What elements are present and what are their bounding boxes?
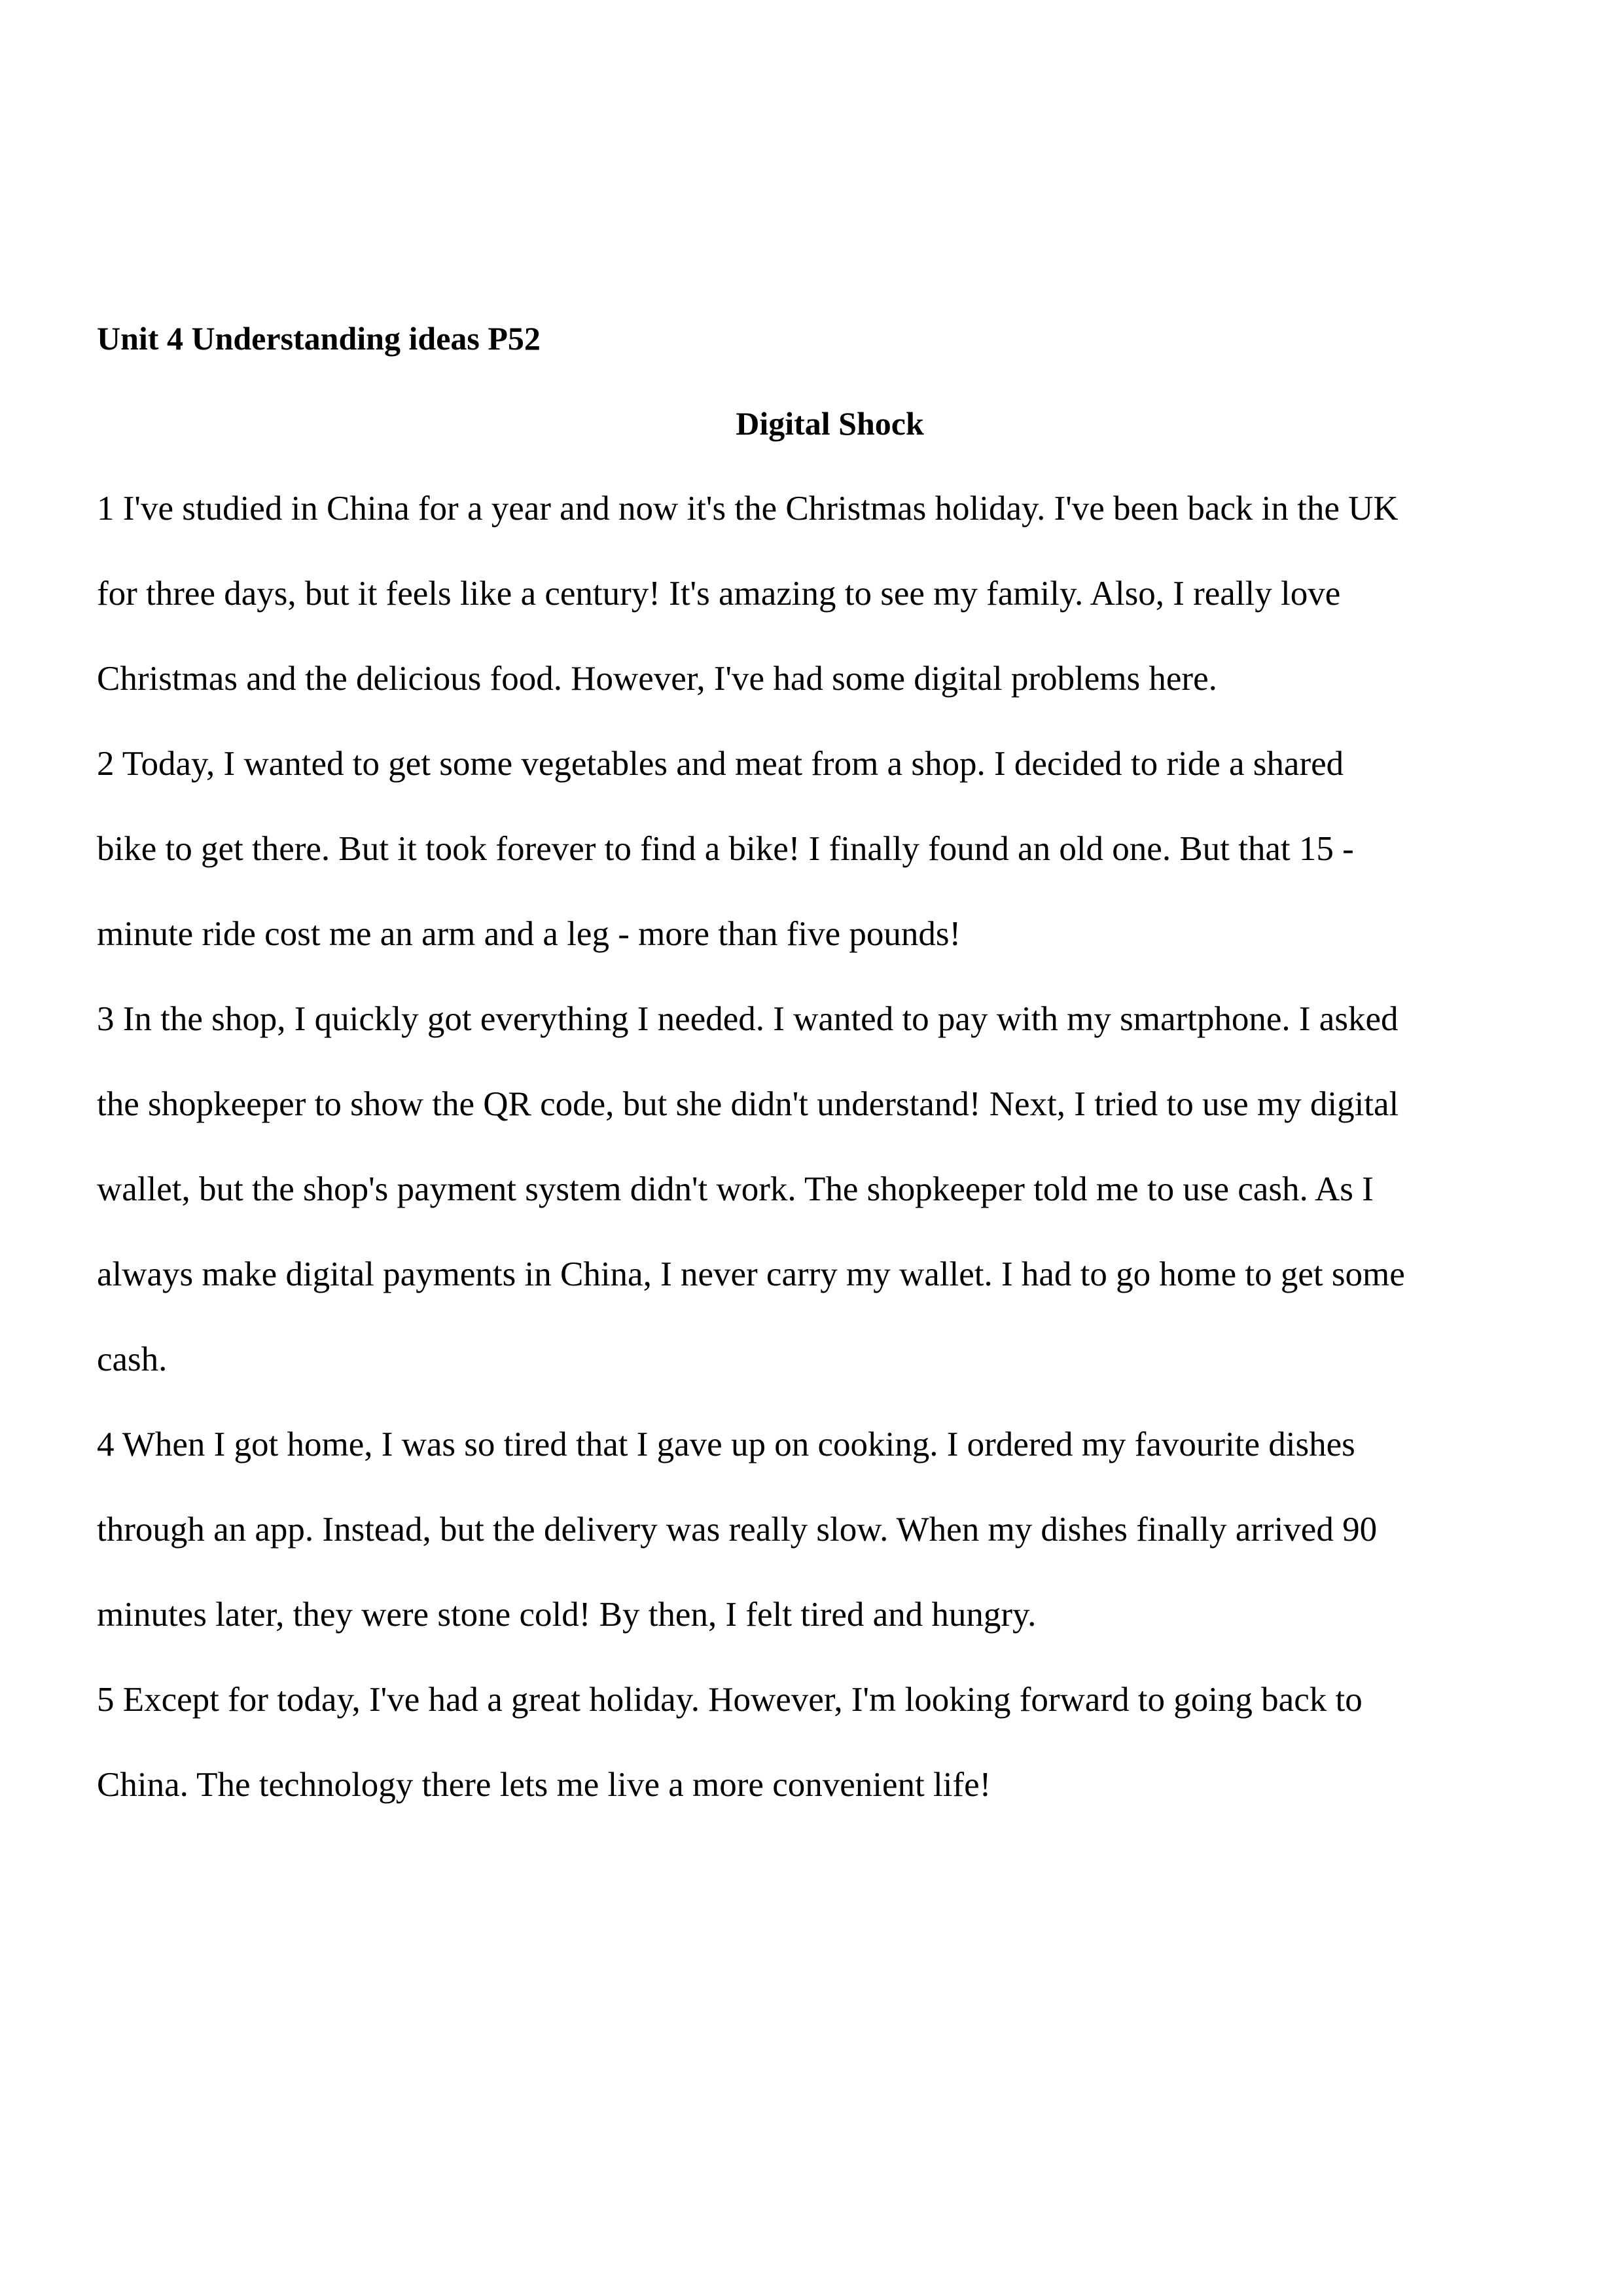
unit-heading: Unit 4 Understanding ideas P52 [97, 320, 541, 357]
paragraph-2 [97, 721, 1563, 977]
document-page [97, 296, 1563, 1827]
text-line: 1 I've studied in China for a year and now it's the Christmas holiday. I've been back in the UK [97, 490, 1399, 528]
text-line: 2 Today, I wanted to get some vegetables and meat from a shop. I decided to ride a shared [97, 745, 1344, 783]
text-line: 4 When I got home, I was so tired that I gave up on cooking. I ordered my favourite dishes [97, 1426, 1355, 1463]
text-line: always make digital payments in China, I never carry my wallet. I had to go home to get some [97, 1255, 1405, 1293]
text-line: through an app. Instead, but the delivery was really slow. When my dishes finally arrived 90 [97, 1511, 1378, 1549]
text-line: China. The technology there lets me live a more convenient life! [97, 1766, 991, 1804]
document-title: Digital Shock [736, 405, 924, 442]
text-line: cash. [97, 1340, 168, 1378]
text-line: wallet, but the shop's payment system didn't work. The shopkeeper told me to use cash. As I [97, 1170, 1374, 1208]
text-line: 5 Except for today, I've had a great holiday. However, I'm looking forward to going back to [97, 1681, 1363, 1719]
text-line: bike to get there. But it took forever to find a bike! I finally found an old one. But that 15 - [97, 830, 1354, 868]
paragraph-1 [97, 466, 1563, 721]
text-line: minute ride cost me an arm and a leg - more than five pounds! [97, 915, 961, 953]
paragraph-5 [97, 1657, 1563, 1827]
text-line: for three days, but it feels like a century! It's amazing to see my family. Also, I really love [97, 575, 1341, 613]
text-line: 3 In the shop, I quickly got everything I needed. I wanted to pay with my smartphone. I asked [97, 1000, 1399, 1038]
paragraph-3 [97, 977, 1563, 1402]
text-line: the shopkeeper to show the QR code, but she didn't understand! Next, I tried to use my digital [97, 1085, 1399, 1123]
text-line: minutes later, they were stone cold! By then, I felt tired and hungry. [97, 1596, 1037, 1634]
text-line: Christmas and the delicious food. However, I've had some digital problems here. [97, 660, 1217, 698]
paragraph-4 [97, 1402, 1563, 1657]
